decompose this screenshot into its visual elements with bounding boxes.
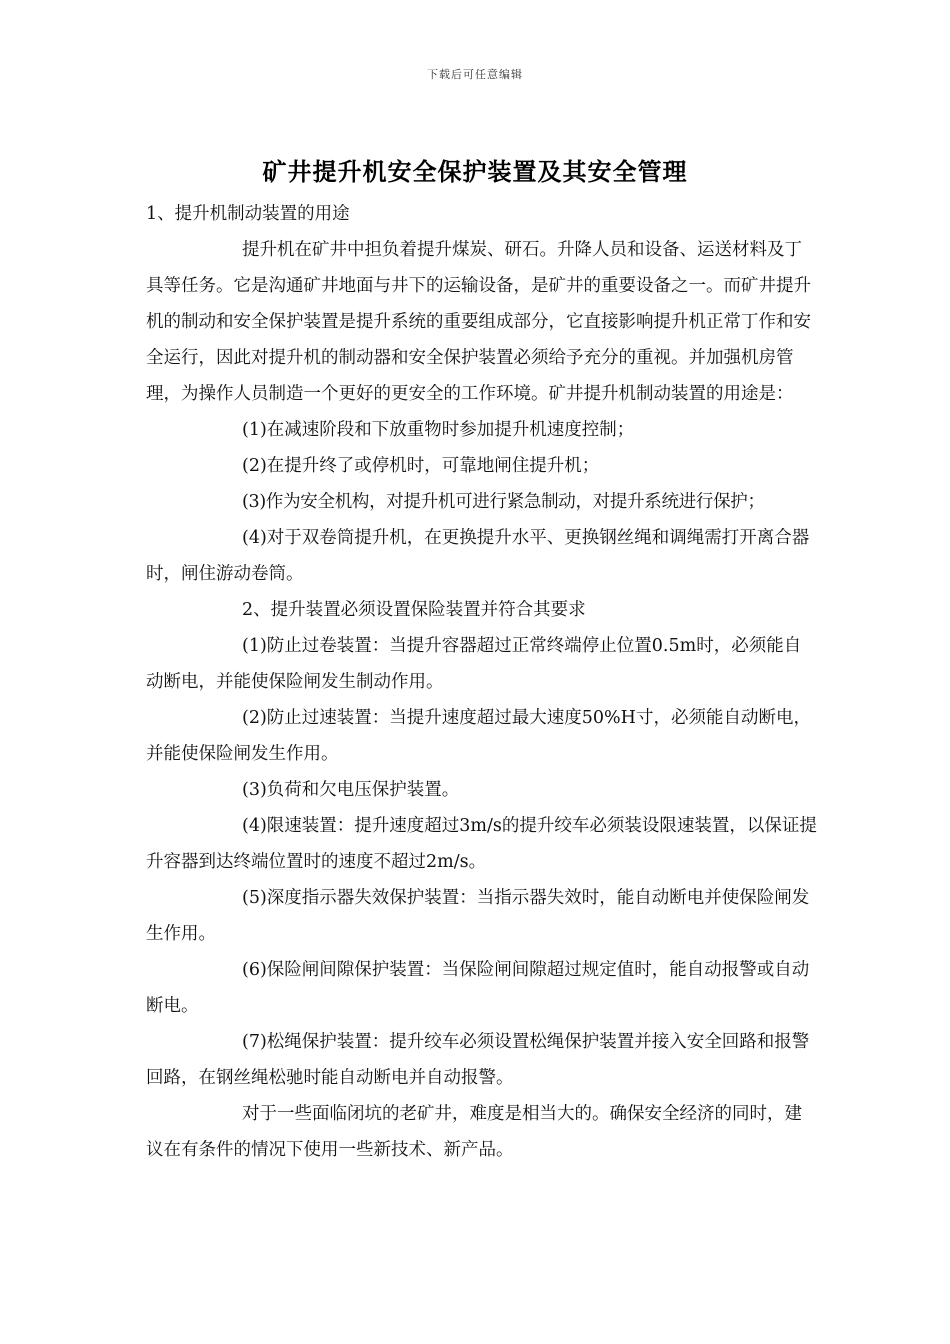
requirement-item-2: (2)防止过速装置：当提升速度超过最大速度50%H寸，必须能自动断电，并能使保险闸发生作用。 [146,708,811,764]
intro-paragraph: 提升机在矿井中担负着提升煤炭、研石。升降人员和设备、运送材料及丁具等任务。它是沟通矿井地面与井下的运输设备，是矿井的重要设备之一。而矿井提升机的制动和安全保护装置是提升系统的重要组成部分，它直接影响提升机正常丁作和安全运行，因此对提升机的制动器和安全保护装置必须给予充分的重视。并加强机房管理，为操作人员制造一个更好的更安全的工作环境。矿井提升机制动装置的用途是： [146,240,811,404]
document-title: 矿井提升机安全保护装置及其安全管理 [262,157,688,186]
closing-paragraph: 对于一些面临闭坑的老矿井，难度是相当大的。确保安全经济的同时，建议在有条件的情况下使用一些新技术、新产品。 [146,1104,802,1160]
requirement-item-6: (6)保险闸间隙保护装置：当保险闸间隙超过规定值时，能自动报警或自动断电。 [146,960,810,1016]
section-2-heading: 2、提升装置必须设置保险装置并符合其要求 [242,600,586,620]
use-item-3: (3)作为安全机构，对提升机可进行紧急制动，对提升系统进行保护； [242,492,765,512]
requirement-item-5: (5)深度指示器失效保护装置：当指示器失效时，能自动断电并使保险闸发生作用。 [146,888,810,944]
use-item-2: (2)在提升终了或停机时，可靠地闸住提升机； [242,456,600,476]
requirement-item-3: (3)负荷和欠电压保护装置。 [242,780,460,800]
use-item-4: (4)对于双卷筒提升机，在更换提升水平、更换钢丝绳和调绳需打开离合器时，闸住游动卷筒。 [146,528,810,584]
requirement-item-1: (1)防止过卷装置：当提升容器超过正常终端停止位置0.5m时，必须能自动断电，并能使保险闸发生制动作用。 [146,636,802,692]
use-item-1: (1)在减速阶段和下放重物时参加提升机速度控制； [242,420,635,440]
requirement-item-4: (4)限速装置：提升速度超过3m/s的提升绞车必须装设限速装置，以保证提升容器到达终端位置时的速度不超过2m/s。 [146,816,817,872]
section-1-heading: 1、提升机制动装置的用途 [146,204,350,224]
requirement-item-7: (7)松绳保护装置：提升绞车必须设置松绳保护装置并接入安全回路和报警回路，在钢丝绳松驰时能自动断电并自动报警。 [146,1032,810,1088]
header-note: 下载后可任意编辑 [427,68,523,81]
document-body [146,196,818,1168]
